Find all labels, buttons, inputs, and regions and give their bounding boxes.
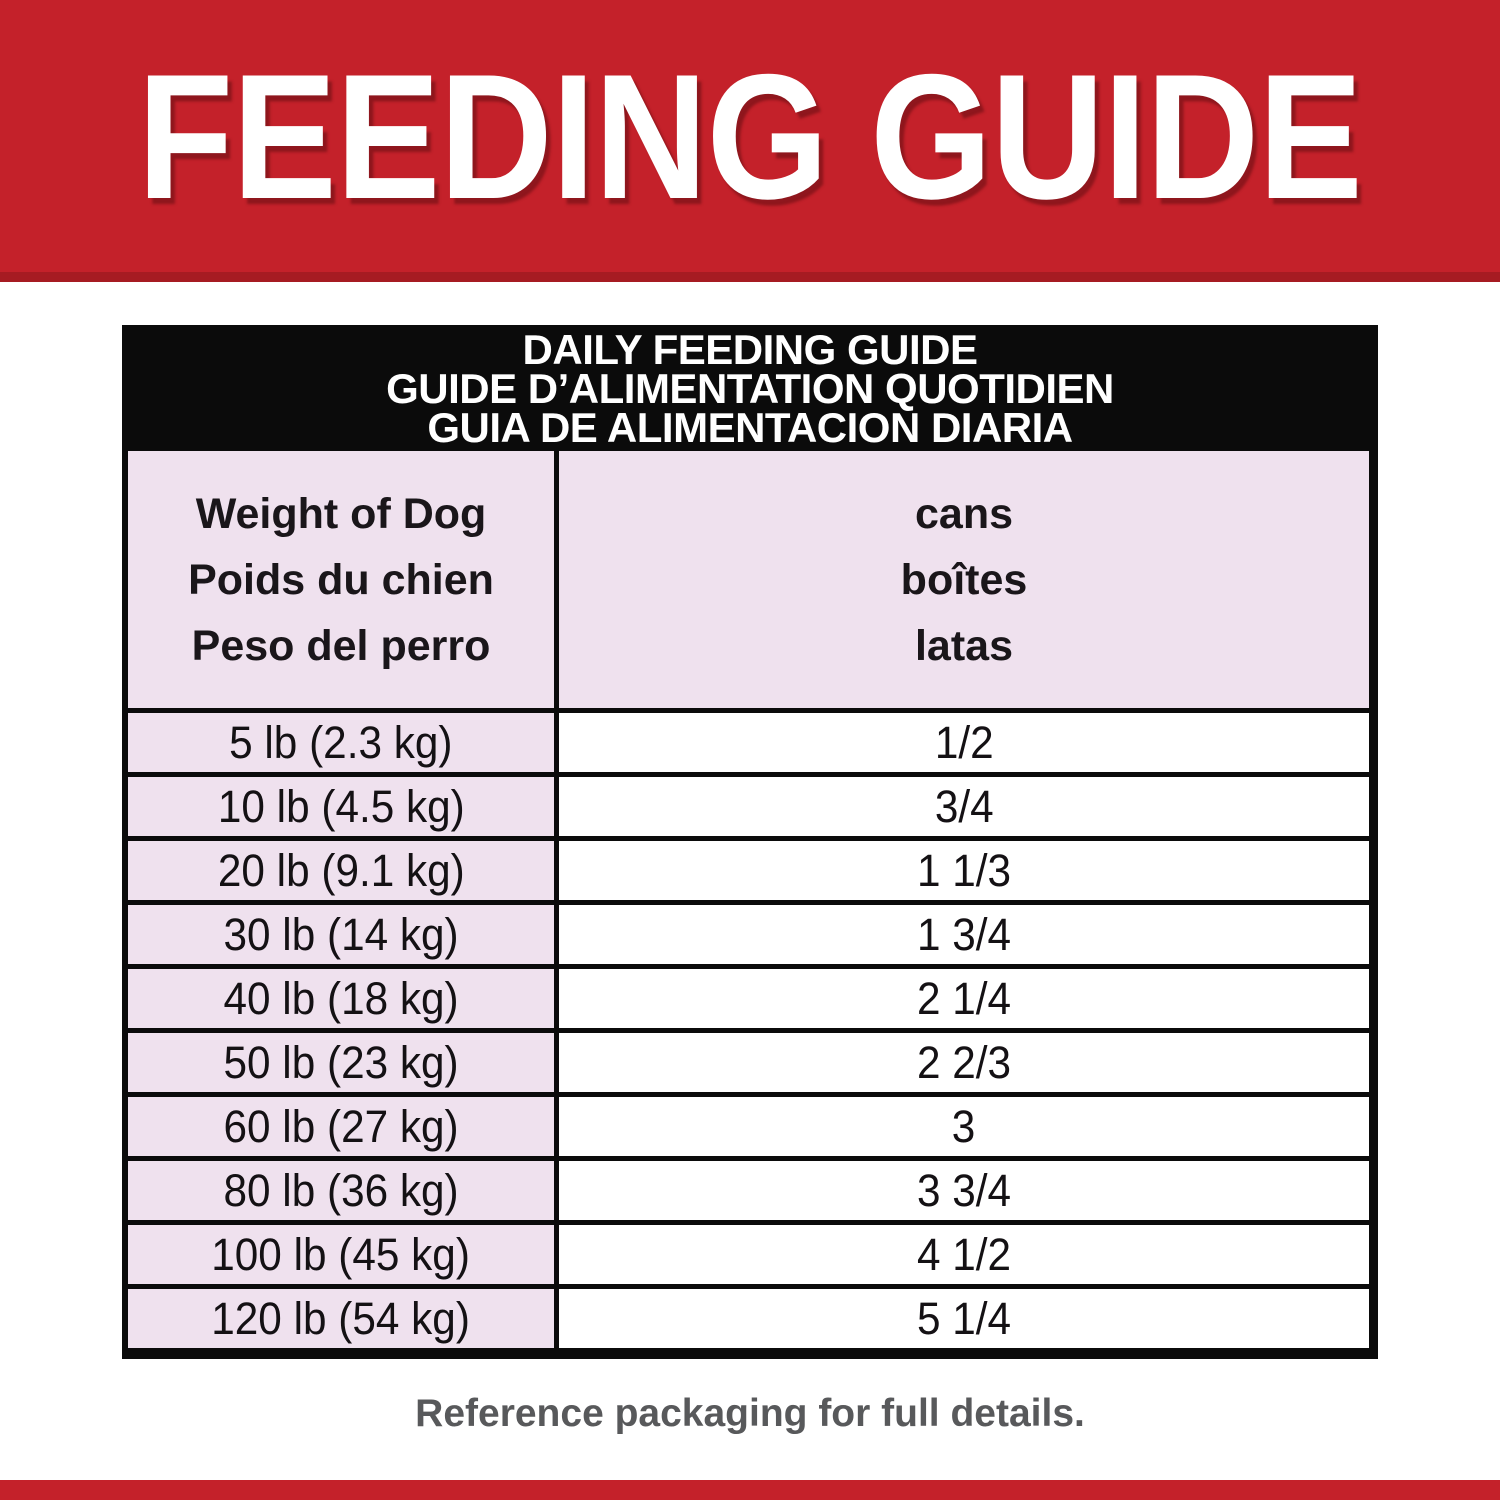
weight-cell (128, 1033, 559, 1092)
table-body (122, 451, 1378, 1359)
weight-cell (128, 777, 559, 836)
table-row (128, 1156, 1369, 1220)
table-row (128, 1092, 1369, 1156)
cans-header-french: boîtes (900, 555, 1028, 604)
weight-cell (128, 1097, 559, 1156)
weight-cell (128, 1225, 559, 1284)
cans-cell (559, 1161, 1369, 1220)
cans-cell (559, 1097, 1369, 1156)
cans-value: 4 1/2 (916, 1228, 1012, 1280)
feeding-guide-banner (0, 0, 1500, 282)
cans-cell (559, 713, 1369, 772)
cans-value: 3 3/4 (916, 1164, 1012, 1216)
cans-header-spanish: latas (914, 621, 1013, 670)
table-row (128, 708, 1369, 772)
cans-cell (559, 1225, 1369, 1284)
weight-value: 80 lb (36 kg) (223, 1164, 459, 1216)
bottom-red-strip (0, 1480, 1500, 1500)
cans-header-english: cans (914, 489, 1013, 538)
weight-value: 5 lb (2.3 kg) (229, 716, 453, 768)
weight-cell (128, 905, 559, 964)
table-row (128, 836, 1369, 900)
cans-column-header (559, 451, 1369, 708)
table-row (128, 1220, 1369, 1284)
cans-value: 1 3/4 (916, 908, 1012, 960)
weight-header-spanish: Peso del perro (191, 621, 491, 670)
table-row (128, 900, 1369, 964)
cans-value: 2 2/3 (916, 1036, 1012, 1088)
weight-column-header (128, 451, 559, 708)
weight-value: 50 lb (23 kg) (223, 1036, 459, 1088)
cans-value: 3 (952, 1100, 976, 1152)
table-row (128, 964, 1369, 1028)
weight-value: 60 lb (27 kg) (223, 1100, 459, 1152)
table-heading (122, 325, 1378, 451)
cans-cell (559, 969, 1369, 1028)
weight-cell (128, 1161, 559, 1220)
banner-title: FEEDING GUIDE (137, 36, 1363, 236)
cans-value: 1 1/3 (916, 844, 1012, 896)
cans-value: 1/2 (934, 716, 994, 768)
table-row (128, 1284, 1369, 1348)
weight-cell (128, 969, 559, 1028)
weight-cell (128, 1289, 559, 1348)
footer-note: Reference packaging for full details. (415, 1392, 1085, 1435)
table-row (128, 1028, 1369, 1092)
weight-value: 120 lb (54 kg) (211, 1292, 471, 1344)
cans-value: 5 1/4 (916, 1292, 1012, 1344)
table-heading-line-spanish: GUIA DE ALIMENTACION DIARIA (427, 404, 1073, 451)
cans-cell (559, 1289, 1369, 1348)
weight-header-english: Weight of Dog (195, 489, 487, 538)
table-row (128, 772, 1369, 836)
weight-value: 10 lb (4.5 kg) (217, 780, 465, 832)
weight-value: 30 lb (14 kg) (223, 908, 459, 960)
cans-value: 2 1/4 (916, 972, 1012, 1024)
cans-cell (559, 1033, 1369, 1092)
table-heading-line-french: GUIDE D’ALIMENTATION QUOTIDIEN (386, 365, 1114, 412)
column-header-row (128, 451, 1369, 708)
weight-value: 20 lb (9.1 kg) (217, 844, 465, 896)
cans-cell (559, 841, 1369, 900)
weight-value: 100 lb (45 kg) (211, 1228, 471, 1280)
cans-cell (559, 905, 1369, 964)
weight-value: 40 lb (18 kg) (223, 972, 459, 1024)
weight-header-french: Poids du chien (188, 555, 494, 604)
weight-cell (128, 713, 559, 772)
cans-value: 3/4 (934, 780, 994, 832)
cans-cell (559, 777, 1369, 836)
daily-feeding-guide-table (122, 325, 1378, 1359)
table-heading-line-english: DAILY FEEDING GUIDE (522, 326, 978, 373)
weight-cell (128, 841, 559, 900)
